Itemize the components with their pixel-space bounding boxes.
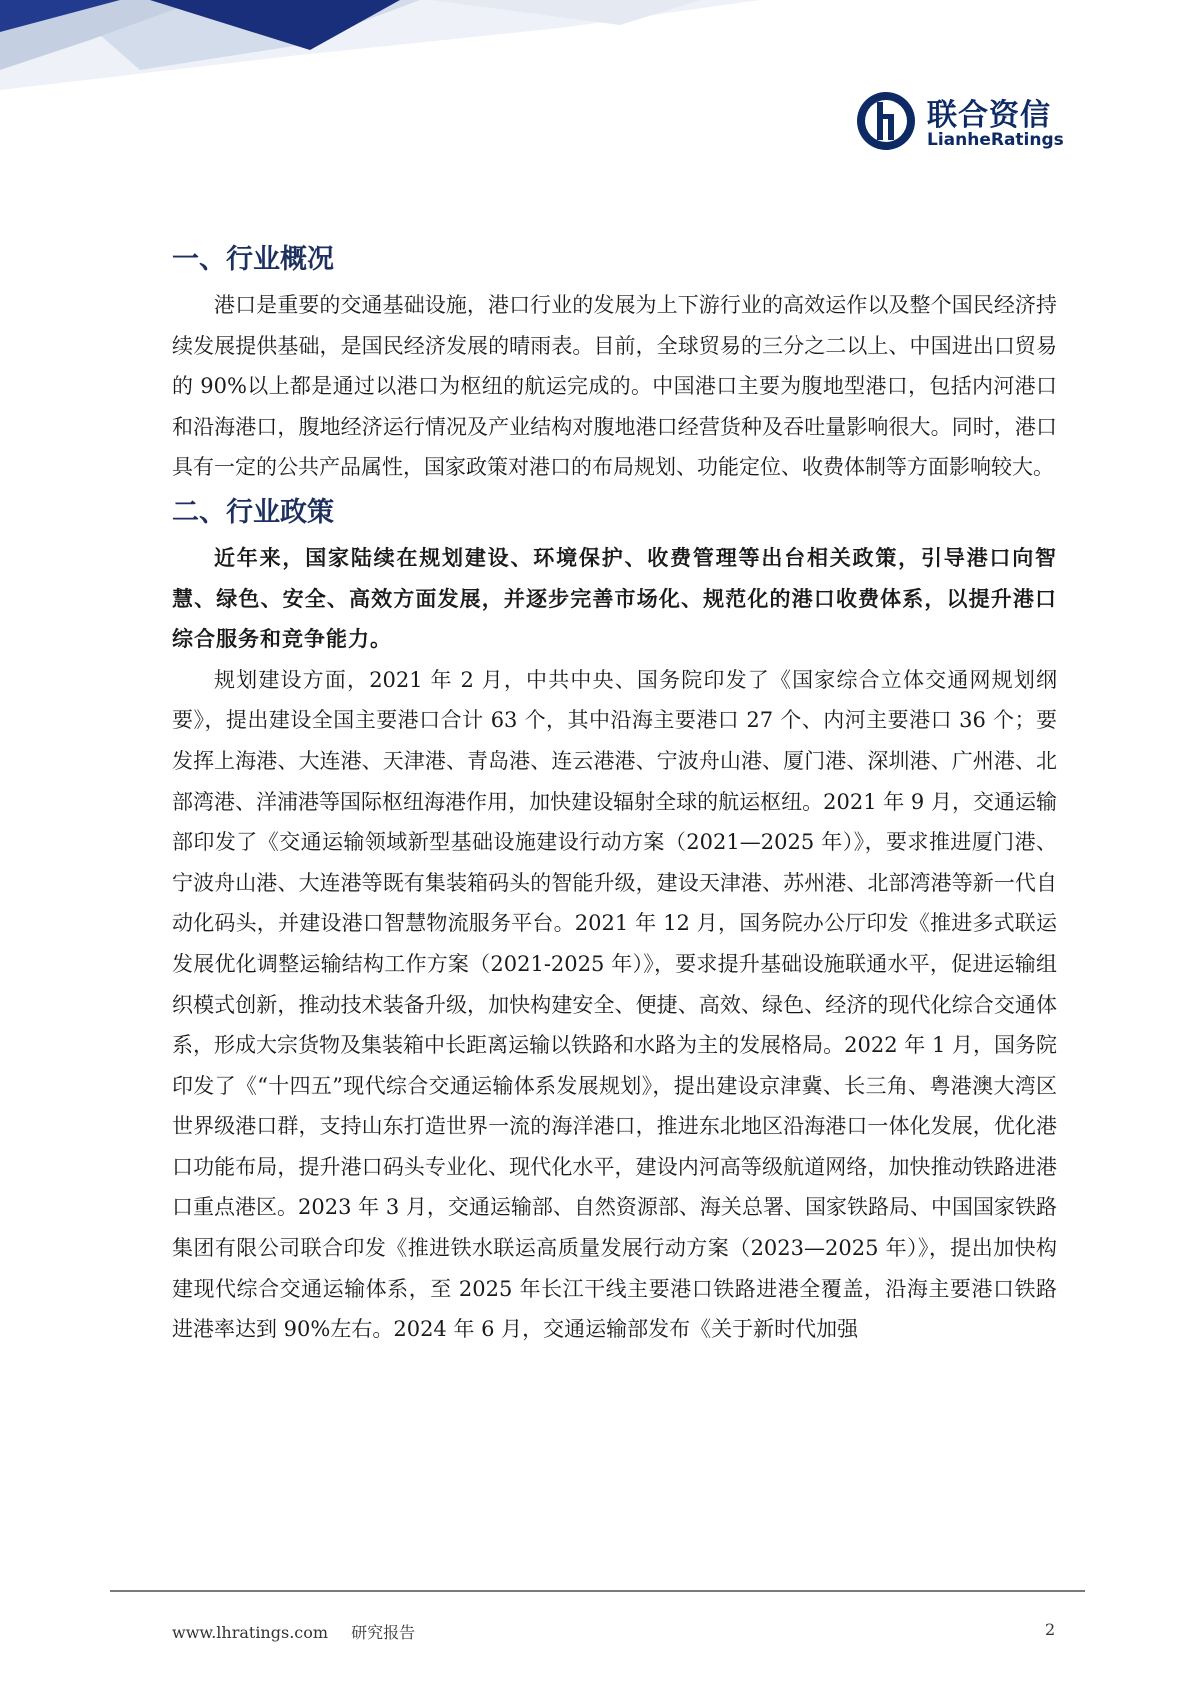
footer-website-link[interactable]: www.lhratings.com [172, 1623, 329, 1642]
footer-divider [110, 1590, 1085, 1592]
lianhe-logo-icon [855, 90, 917, 152]
company-logo [855, 88, 1075, 158]
section-title-policy: 二、行业政策 [172, 496, 334, 528]
section-title-overview: 一、行业概况 [172, 244, 334, 275]
footer-doc-type: 研究报告 [351, 1623, 416, 1642]
logo-english-name: LianheRatings [927, 130, 1064, 150]
overview-paragraph: 港口是重要的交通基础设施，港口行业的发展为上下游行业的高效运作以及整个国民经济持续发展提供基础，是国民经济发展的晴雨表。目前，全球贸易的三分之二以上、中国进出口贸易的 90%以上都是通过以港口为枢纽的航运完成的。中国港口主要为腹地型港口，包括内河港口和沿海港口，腹地经济运行情况及产业结构对腹地港口经营货种及吞吐量影响很大。同时，港口具有一定的公共产品属性，国家政策对港口的布局规划、功能定位、收费体制等方面影响较大。 [172, 293, 1057, 480]
logo-chinese-name: 联合资信 [927, 98, 1051, 133]
policy-lead-paragraph: 近年来，国家陆续在规划建设、环境保护、收费管理等出台相关政策，引导港口向智慧、绿色、安全、高效方面发展，并逐步完善市场化、规范化的港口收费体系，以提升港口综合服务和竞争能力。 [172, 544, 1057, 652]
page-number: 2 [1045, 1620, 1056, 1639]
policy-paragraph: 规划建设方面，2021 年 2 月，中共中央、国务院印发了《国家综合立体交通网规划纲要》，提出建设全国主要港口合计 63 个，其中沿海主要港口 27 个、内河主要港口 36 个；要发挥上海港、大连港、天津港、青岛港、连云港港、宁波舟山港、厦门港、深圳港、广州港、北部湾港、洋浦港等国际枢纽海港作用，加快建设辐射全球的航运枢纽。2021 年 9 月，交通运输部印发了《交通运输领域新型基础设施建设行动方案（2021—2025 年）》，要求推进厦门港、宁波舟山港、大连港等既有集装箱码头的智能升级，建设天津港、苏州港、北部湾港等新一代自动化码头，并建设港口智慧物流服务平台。2021 年 12 月，国务院办公厅印发《推进多式联运发展优化调整运输结构工作方案（2021-2025 年）》，要求提升基础设施联通水平，促进运输组织模式创新，推动技术装备升级，加快构建安全、便捷、高效、绿色、经济的现代化综合交通体系，形成大宗货物及集装箱中长距离运输以铁路和水路为主的发展格局。2022 年 1 月，国务院印发了《“十四五”现代综合交通运输体系发展规划》，提出建设京津冀、长三角、粤港澳大湾区世界级港口群，支持山东打造世界一流的海洋港口，推进东北地区沿海港口一体化发展，优化港口功能布局，提升港口码头专业化、现代化水平，建设内河高等级航道网络，加快推动铁路进港口重点港区。2023 年 3 月，交通运输部、自然资源部、海关总署、国家铁路局、中国国家铁路集团有限公司联合印发《推进铁水联运高质量发展行动方案（2023—2025 年）》，提出加快构建现代综合交通运输体系，至 2025 年长江干线主要港口铁路进港全覆盖，沿海主要港口铁路进港率达到 90%左右。2024 年 6 月，交通运输部发布《关于新时代加强 [172, 667, 1057, 1342]
report-body [172, 235, 1057, 1350]
footer-left [172, 1620, 415, 1643]
header-decoration [0, 0, 760, 170]
